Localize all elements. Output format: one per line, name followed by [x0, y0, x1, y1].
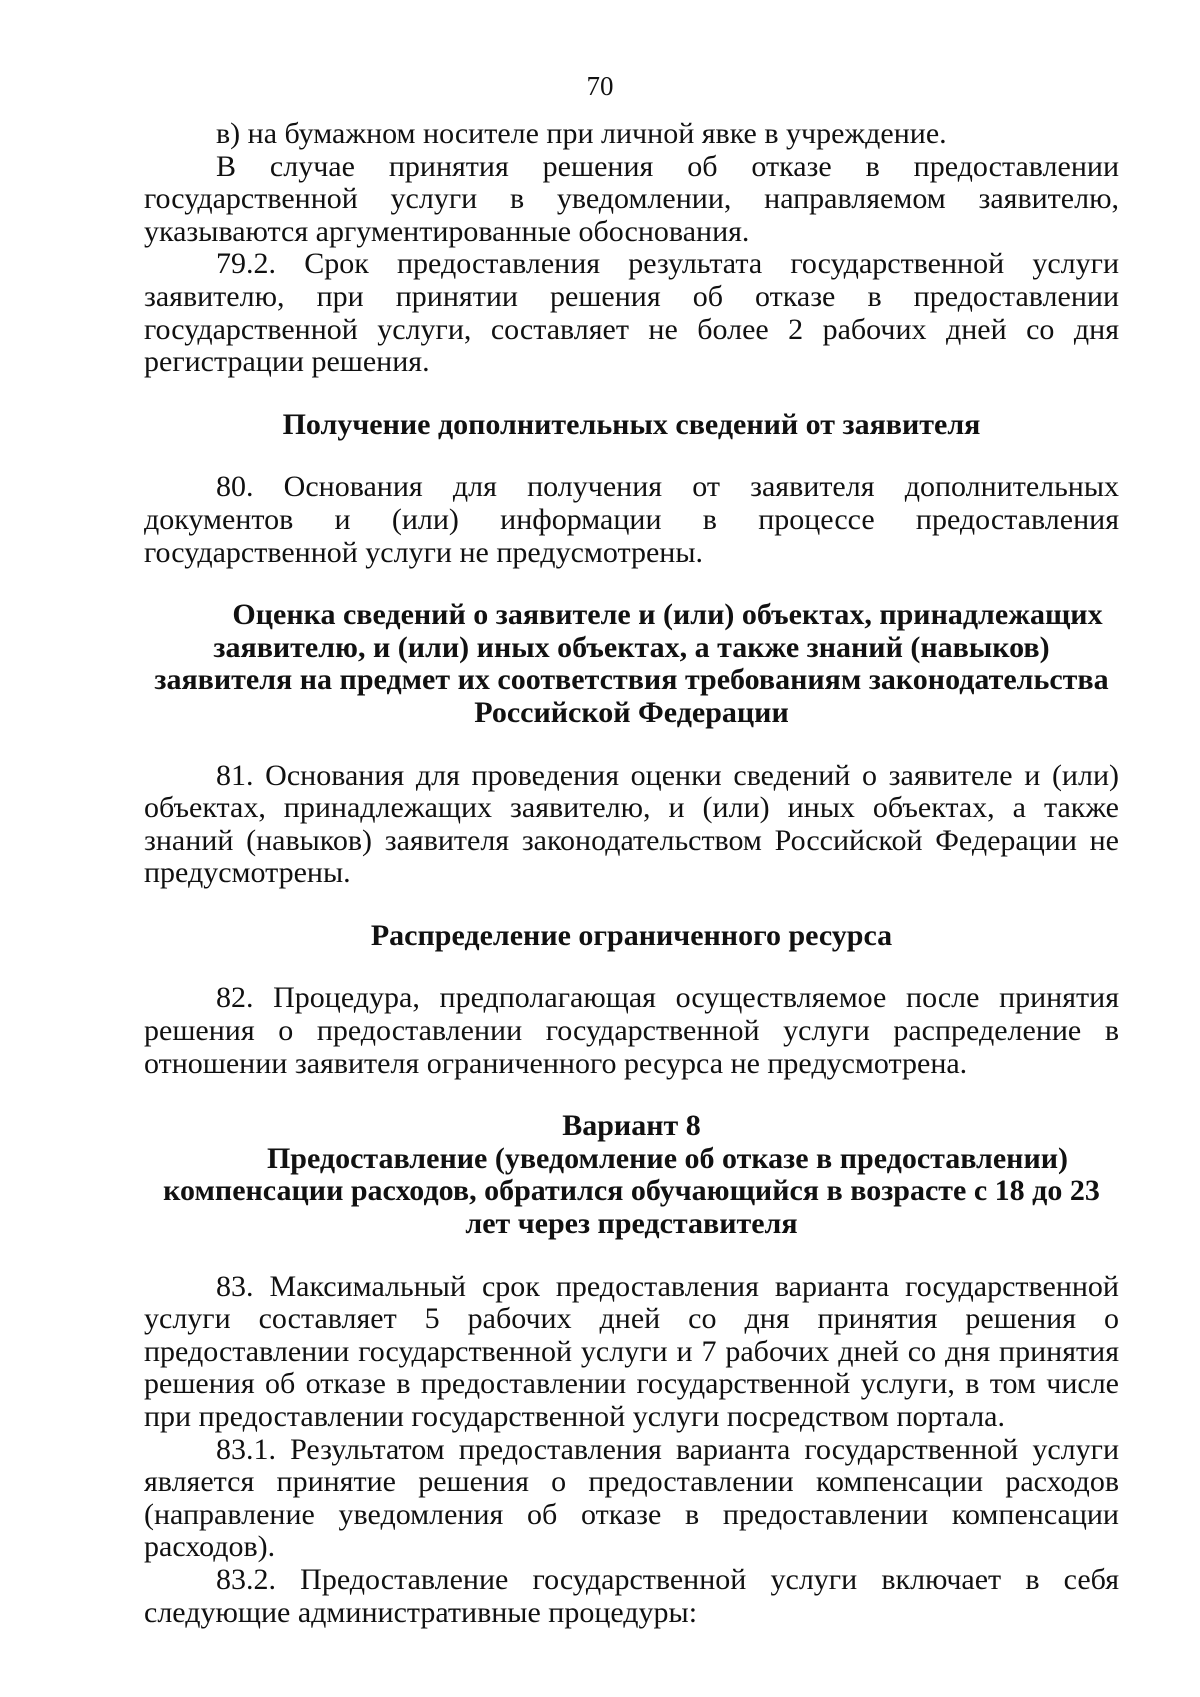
- heading-additional-info: Получение дополнительных сведений от заявителя: [282, 407, 981, 441]
- heading-variant-title: Предоставление (уведомление об отказе в предоставлении) компенсации расходов, обратился обучающийся в возрасте с 18 до 23 лет через представителя: [163, 1141, 1100, 1241]
- page-number: 70: [586, 71, 614, 101]
- document-body: [144, 118, 1119, 1629]
- paragraph-paper-delivery: в) на бумажном носителе при личной явке в учреждение.: [216, 117, 947, 150]
- paragraph-83: 83. Максимальный срок предоставления варианта государственной услуги составляет 5 рабочих дней со дня принятия решения о предоставлении государственной услуги и 7 рабочих дней со дня принятия решения об отказе в предоставлении государственной услуги, в том числе при предоставлении государственной услуги посредством портала.: [144, 1269, 1119, 1433]
- heading-assessment: Оценка сведений о заявителе и (или) объектах, принадлежащих заявителю, и (или) иных объектах, а также знаний (навыков) заявителя на предмет их соответствия требованиям законодательства Российской Федерации: [154, 598, 1109, 729]
- paragraph-82: 82. Процедура, предполагающая осуществляемое после принятия решения о предоставлении государственной услуги распределение в отношении заявителя ограниченного ресурса не предусмотрена.: [144, 981, 1119, 1080]
- paragraph-80: 80. Основания для получения от заявителя дополнительных документов и (или) информации в процессе предоставления государственной услуги не предусмотрены.: [144, 470, 1119, 569]
- paragraph-81: 81. Основания для проведения оценки сведений о заявителе и (или) объектах, принадлежащих заявителю, и (или) иных объектах, а также знаний (навыков) заявителя законодательством Российской Федерации не предусмотрены.: [144, 758, 1119, 890]
- paragraph-refusal-notice: В случае принятия решения об отказе в предоставлении государственной услуги в уведомлении, направляемом заявителю, указываются аргументированные обоснования.: [144, 149, 1119, 248]
- heading-limited-resource: Распределение ограниченного ресурса: [370, 918, 893, 952]
- paragraph-83-2: 83.2. Предоставление государственной услуги включает в себя следующие административные процедуры:: [144, 1562, 1119, 1629]
- paragraph-83-1: 83.1. Результатом предоставления варианта государственной услуги является принятие решения о предоставлении компенсации расходов (направление уведомления об отказе в предоставлении компенсации расходов).: [144, 1432, 1119, 1564]
- paragraph-79-2: 79.2. Срок предоставления результата государственной услуги заявителю, при принятии решения об отказе в предоставлении государственной услуги, составляет не более 2 рабочих дней со дня регистрации решения.: [144, 247, 1119, 379]
- heading-variant-number: Вариант 8: [562, 1109, 701, 1143]
